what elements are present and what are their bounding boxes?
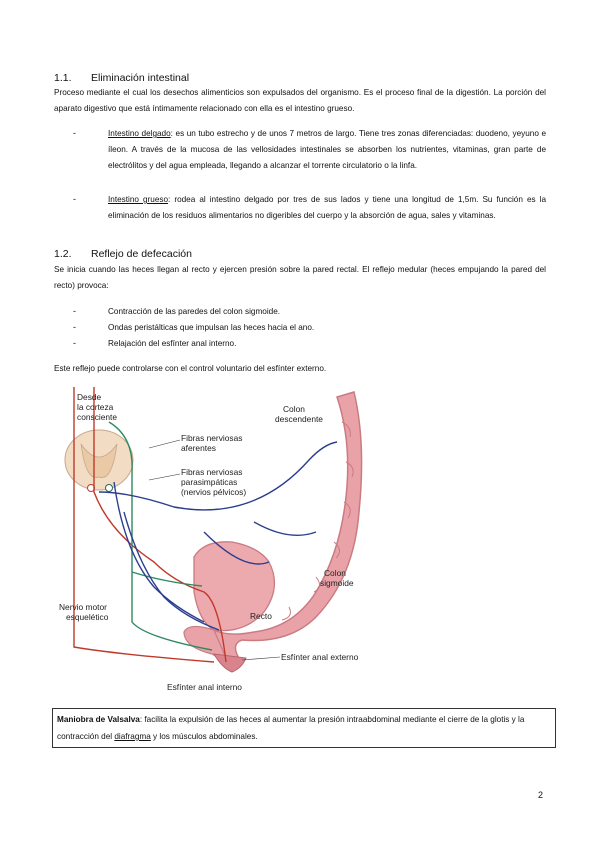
label-desde: Desde (77, 392, 102, 402)
section-heading-1-2 (54, 248, 192, 260)
label-fibras-parasimpaticas: (nervios pélvicos) (181, 487, 247, 497)
label-nervio-motor: esquelético (66, 612, 109, 622)
paragraph-reflejo: Se inicia cuando las heces llegan al recto y ejercen presión sobre la pared rectal. El reflejo medular (heces empujando la pared del recto) provoca: (54, 265, 546, 290)
list-item-reflejo-2: Ondas peristálticas que impulsan las heces hacia el ano. (108, 323, 315, 332)
section-title: Eliminación intestinal (91, 72, 190, 84)
label-colon-descendente: descendente (275, 414, 323, 424)
item-text: : es un tubo estrecho y de unos 7 metros de largo. Tiene tres zonas diferenciadas: duodeno, yeyuno e íleon. A través de la mucosa de las vellosidades intestinales se absorben los nutrientes, vitaminas, gran parte de electrólitos y del agua empleada, llegando a alcanzar el torrente circulatorio o la linfa. (108, 129, 546, 170)
bullet-dash: - (73, 306, 76, 316)
note-text: y los músculos abdominales. (150, 732, 258, 741)
page-number: 2 (538, 790, 544, 800)
label-nervio-motor: Nervio motor (59, 602, 107, 612)
section-heading-1-1 (54, 72, 189, 84)
link-diafragma: diafragma (114, 732, 151, 741)
term-intestino-grueso: Intestino grueso (108, 195, 169, 204)
term-intestino-delgado: Intestino delgado (108, 129, 171, 138)
label-fibras-aferentes: aferentes (181, 443, 216, 453)
leader-line (242, 657, 280, 660)
section-number: 1.1. (54, 72, 72, 84)
label-fibras-parasimpaticas: Fibras nerviosas (181, 467, 243, 477)
leader-line (149, 440, 180, 448)
label-desde: consciente (77, 412, 118, 422)
label-esfinter-interno: Esfínter anal interno (167, 682, 242, 692)
item-text: : rodea al intestino delgado por tres de sus lados y tiene una longitud de 1,5m. Su función es la eliminación de los residuos alimentarios no digeribles del cuerpo y la absorción de agua, sales y vitaminas. (108, 195, 546, 220)
bullet-dash: - (73, 338, 76, 348)
label-fibras-parasimpaticas: parasimpáticas (181, 477, 238, 487)
label-fibras-aferentes: Fibras nerviosas (181, 433, 243, 443)
list-item-intestino-grueso (108, 192, 546, 224)
list-item-reflejo-1: Contracción de las paredes del colon sigmoide. (108, 307, 281, 316)
leader-line (149, 474, 180, 480)
label-esfinter-externo: Esfínter anal externo (281, 652, 359, 662)
paragraph-eliminacion: Proceso mediante el cual los desechos alimenticios son expulsados del organismo. Es el proceso final de la digestión. La porción del aparato digestivo que está íntimamente relacionado con ella es el intestino grueso. (54, 88, 546, 113)
term-valsalva: Maniobra de Valsalva (57, 715, 140, 724)
section-number: 1.2. (54, 248, 72, 260)
section-title: Reflejo de defecación (91, 248, 192, 260)
label-colon-sigmoide: sigmoide (320, 578, 354, 588)
label-colon-sigmoide: Colon (324, 568, 346, 578)
paragraph-control-voluntario: Este reflejo puede controlarse con el control voluntario del esfínter externo. (54, 364, 327, 373)
bullet-dash: - (73, 194, 76, 204)
label-desde: la corteza (77, 402, 114, 412)
note-text: : facilita la expulsión de las heces al aumentar la presión intraabdominal mediante el cierre de la glotis y la contracción del (57, 715, 525, 741)
spinal-cord-cross-section (65, 430, 133, 492)
list-item-reflejo-3: Relajación del esfínter anal interno. (108, 339, 237, 348)
list-item-intestino-delgado (108, 126, 546, 174)
note-box-valsalva (52, 708, 556, 748)
bullet-dash: - (73, 128, 76, 138)
bullet-dash: - (73, 322, 76, 332)
label-recto: Recto (250, 611, 272, 621)
label-colon-descendente: Colon (283, 404, 305, 414)
defecation-reflex-figure (54, 382, 404, 698)
